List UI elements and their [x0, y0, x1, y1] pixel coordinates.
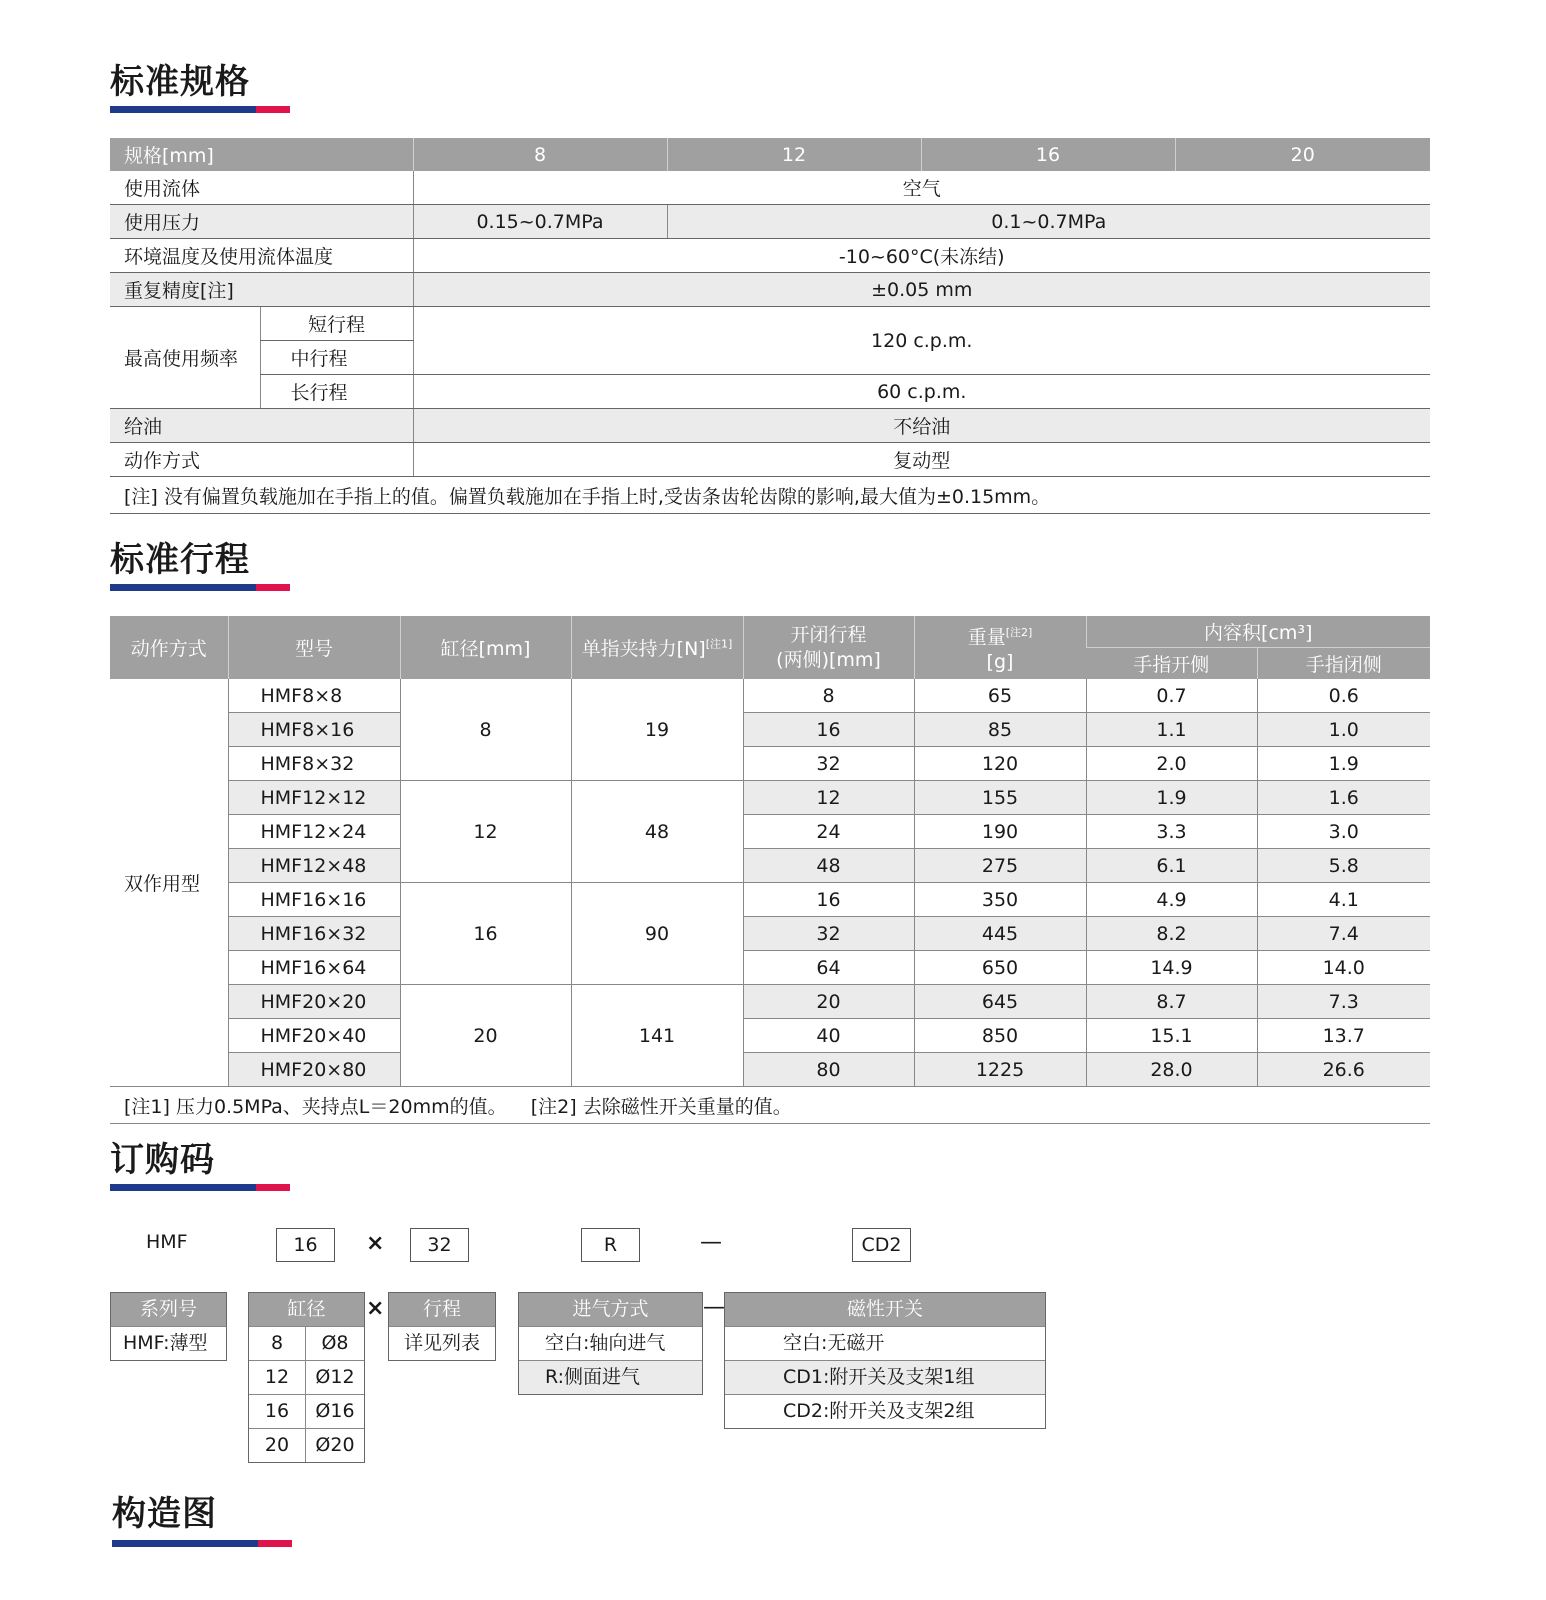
bore-diameter: Ø12 [315, 1366, 355, 1388]
stroke-table [110, 616, 1430, 1124]
stroke-cell: 40 [743, 1019, 914, 1053]
stroke-cell: 64 [743, 951, 914, 985]
header-vol-open: 手指开侧 [1086, 648, 1257, 680]
spec-label: 重复精度[注] [110, 273, 413, 307]
table-row [110, 849, 1430, 883]
spec-value: ±0.05 mm [413, 273, 1430, 307]
stroke-cell: 16 [743, 883, 914, 917]
close-cell: 26.6 [1257, 1053, 1430, 1087]
series-table-row: HMF:薄型 [111, 1326, 226, 1360]
weight-cell: 1225 [914, 1053, 1086, 1087]
stroke-body [110, 679, 1430, 1124]
open-cell: 8.7 [1086, 985, 1257, 1019]
spec-value: 0.15~0.7MPa [413, 205, 667, 239]
close-cell: 14.0 [1257, 951, 1430, 985]
close-cell: 5.8 [1257, 849, 1430, 883]
bore-diameter: Ø20 [315, 1434, 355, 1456]
spec-sublabel: 长行程 [260, 375, 413, 409]
open-cell: 1.9 [1086, 781, 1257, 815]
stroke-cell: 16 [743, 713, 914, 747]
spec-header-row [110, 138, 1430, 171]
model-cell: HMF20×40 [228, 1019, 400, 1053]
spec-header-size: 8 [413, 138, 667, 171]
spec-value: 不给油 [413, 409, 1430, 443]
order-stroke-title: 行程 [389, 1293, 495, 1326]
open-cell: 15.1 [1086, 1019, 1257, 1053]
bore-code: 12 [249, 1361, 306, 1394]
header-stroke-line2: (两侧)[mm] [776, 648, 881, 671]
spec-label: 环境温度及使用流体温度 [110, 239, 413, 273]
spec-row-temp [110, 239, 1430, 273]
spec-note-row [110, 477, 1430, 514]
open-cell: 3.3 [1086, 815, 1257, 849]
table-row [110, 1053, 1430, 1087]
header-bore: 缸径[mm] [400, 616, 571, 679]
spec-sublabel: 中行程 [260, 341, 413, 375]
header-stroke-line1: 开闭行程 [790, 623, 867, 646]
weight-cell: 65 [914, 679, 1086, 713]
table-row [110, 747, 1430, 781]
spec-row-oil [110, 409, 1430, 443]
order-series-code: HMF [146, 1231, 188, 1253]
order-table-times-sign: × [366, 1296, 385, 1321]
model-cell: HMF16×32 [228, 917, 400, 951]
spec-row-fluid [110, 171, 1430, 205]
stroke-cell: 32 [743, 747, 914, 781]
model-cell: HMF12×12 [228, 781, 400, 815]
order-section-title: 订购码 [110, 1140, 215, 1180]
switch-table [724, 1292, 1046, 1429]
order-times-sign: × [366, 1231, 385, 1256]
weight-cell: 275 [914, 849, 1086, 883]
switch-table-row: CD1:附开关及支架1组 [725, 1360, 1045, 1394]
open-cell: 14.9 [1086, 951, 1257, 985]
close-cell: 13.7 [1257, 1019, 1430, 1053]
weight-cell: 85 [914, 713, 1086, 747]
close-cell: 7.3 [1257, 985, 1430, 1019]
spec-value: -10~60°C(未冻结) [413, 239, 1430, 273]
header-weight-label: 重量 [967, 626, 1006, 649]
spec-value: 120 c.p.m. [413, 307, 1430, 375]
spec-label: 使用流体 [110, 171, 413, 205]
action-cell: 双作用型 [110, 679, 228, 1087]
close-cell: 1.9 [1257, 747, 1430, 781]
open-cell: 28.0 [1086, 1053, 1257, 1087]
weight-cell: 650 [914, 951, 1086, 985]
switch-table-title: 磁性开关 [725, 1293, 1045, 1326]
close-cell: 4.1 [1257, 883, 1430, 917]
spec-row-repeat [110, 273, 1430, 307]
table-row [110, 815, 1430, 849]
weight-cell: 190 [914, 815, 1086, 849]
spec-label: 使用压力 [110, 205, 413, 239]
port-table [518, 1292, 703, 1395]
bore-cell: 8 [400, 679, 571, 781]
spec-section-title: 标准规格 [110, 62, 250, 102]
bore-cell: 12 [400, 781, 571, 883]
header-force-sup: [注1] [705, 637, 733, 651]
weight-cell: 445 [914, 917, 1086, 951]
order-bore-code: 16 [276, 1228, 335, 1262]
model-cell: HMF8×16 [228, 713, 400, 747]
header-stroke [743, 616, 914, 679]
bore-table-row [249, 1394, 364, 1428]
bore-table-row [249, 1360, 364, 1394]
open-cell: 1.1 [1086, 713, 1257, 747]
bore-table [248, 1292, 365, 1463]
force-cell: 141 [571, 985, 743, 1087]
spec-row-pressure [110, 205, 1430, 239]
open-cell: 0.7 [1086, 679, 1257, 713]
order-stroke-code: 32 [410, 1228, 469, 1262]
title-underline [110, 584, 290, 591]
model-cell: HMF12×48 [228, 849, 400, 883]
table-row [110, 883, 1430, 917]
title-underline [110, 1184, 290, 1191]
bore-table-row [249, 1326, 364, 1360]
spec-value: 60 c.p.m. [413, 375, 1430, 409]
bore-cell: 20 [400, 985, 571, 1087]
open-cell: 8.2 [1086, 917, 1257, 951]
bore-code: 20 [249, 1429, 306, 1462]
table-row [110, 713, 1430, 747]
stroke-note: [注1] 压力0.5MPa、夹持点L＝20mm的值。 [注2] 去除磁性开关重量的值。 [110, 1087, 1430, 1124]
model-cell: HMF8×32 [228, 747, 400, 781]
weight-cell: 120 [914, 747, 1086, 781]
spec-label: 最高使用频率 [110, 307, 260, 409]
force-cell: 48 [571, 781, 743, 883]
spec-value: 空气 [413, 171, 1430, 205]
table-row [110, 1019, 1430, 1053]
port-table-title: 进气方式 [519, 1293, 702, 1326]
bore-diameter: Ø16 [315, 1400, 355, 1422]
spec-label: 给油 [110, 409, 413, 443]
open-cell: 4.9 [1086, 883, 1257, 917]
port-table-row: R:侧面进气 [519, 1360, 702, 1394]
order-table-dash: — [703, 1295, 725, 1320]
table-row [110, 951, 1430, 985]
close-cell: 1.0 [1257, 713, 1430, 747]
close-cell: 7.4 [1257, 917, 1430, 951]
stroke-cell: 32 [743, 917, 914, 951]
spec-header-label: 规格[mm] [110, 138, 413, 171]
header-action: 动作方式 [110, 616, 228, 679]
stroke-header-row [110, 616, 1430, 648]
model-cell: HMF16×64 [228, 951, 400, 985]
switch-table-row: CD2:附开关及支架2组 [725, 1394, 1045, 1428]
header-volume: 内容积[cm³] [1086, 616, 1430, 648]
bore-code: 8 [249, 1327, 306, 1360]
structure-section-title: 构造图 [112, 1494, 217, 1534]
stroke-cell: 24 [743, 815, 914, 849]
title-underline [112, 1540, 292, 1547]
table-row [110, 679, 1430, 713]
model-cell: HMF20×20 [228, 985, 400, 1019]
stroke-cell: 80 [743, 1053, 914, 1087]
force-cell: 19 [571, 679, 743, 781]
table-row [110, 781, 1430, 815]
header-force [571, 616, 743, 679]
spec-row-action [110, 443, 1430, 477]
header-weight-sup: [注2] [1005, 625, 1033, 639]
bore-code: 16 [249, 1395, 306, 1428]
header-weight-unit: [g] [986, 651, 1014, 674]
model-cell: HMF12×24 [228, 815, 400, 849]
series-table-title: 系列号 [111, 1293, 226, 1326]
table-row [110, 917, 1430, 951]
model-cell: HMF16×16 [228, 883, 400, 917]
model-cell: HMF8×8 [228, 679, 400, 713]
order-stroke-row: 详见列表 [389, 1326, 495, 1360]
header-force-label: 单指夹持力[N] [581, 638, 706, 660]
spec-value: 复动型 [413, 443, 1430, 477]
close-cell: 1.6 [1257, 781, 1430, 815]
bore-diameter: Ø8 [321, 1332, 349, 1354]
spec-header-size: 12 [667, 138, 921, 171]
order-stroke-table [388, 1292, 496, 1361]
spec-note: [注] 没有偏置负载施加在手指上的值。偏置负载施加在手指上时,受齿条齿轮齿隙的影响,最大值为±0.15mm。 [110, 477, 1430, 514]
bore-table-row [249, 1428, 364, 1462]
spec-header-size: 16 [921, 138, 1175, 171]
close-cell: 0.6 [1257, 679, 1430, 713]
switch-table-row: 空白:无磁开 [725, 1326, 1045, 1360]
force-cell: 90 [571, 883, 743, 985]
stroke-cell: 12 [743, 781, 914, 815]
order-dash: — [700, 1230, 722, 1255]
close-cell: 3.0 [1257, 815, 1430, 849]
header-weight [914, 616, 1086, 679]
series-table [110, 1292, 227, 1361]
spec-row-freq-long [110, 375, 1430, 409]
order-port-code: R [581, 1228, 640, 1262]
header-vol-close: 手指闭侧 [1257, 648, 1430, 680]
bore-table-title: 缸径 [249, 1293, 364, 1326]
model-cell: HMF20×80 [228, 1053, 400, 1087]
order-switch-code: CD2 [852, 1228, 911, 1262]
bore-cell: 16 [400, 883, 571, 985]
spec-value: 0.1~0.7MPa [667, 205, 1430, 239]
spec-label: 动作方式 [110, 443, 413, 477]
weight-cell: 350 [914, 883, 1086, 917]
spec-header-size: 20 [1175, 138, 1430, 171]
title-underline [110, 106, 290, 113]
spec-row-freq-short [110, 307, 1430, 341]
spec-table [110, 138, 1430, 514]
weight-cell: 645 [914, 985, 1086, 1019]
open-cell: 2.0 [1086, 747, 1257, 781]
spec-sublabel: 短行程 [260, 307, 413, 341]
stroke-cell: 20 [743, 985, 914, 1019]
stroke-section-title: 标准行程 [110, 540, 250, 580]
port-table-row: 空白:轴向进气 [519, 1326, 702, 1360]
stroke-cell: 48 [743, 849, 914, 883]
header-model: 型号 [228, 616, 400, 679]
weight-cell: 155 [914, 781, 1086, 815]
open-cell: 6.1 [1086, 849, 1257, 883]
weight-cell: 850 [914, 1019, 1086, 1053]
stroke-cell: 8 [743, 679, 914, 713]
stroke-note-row [110, 1087, 1430, 1124]
table-row [110, 985, 1430, 1019]
